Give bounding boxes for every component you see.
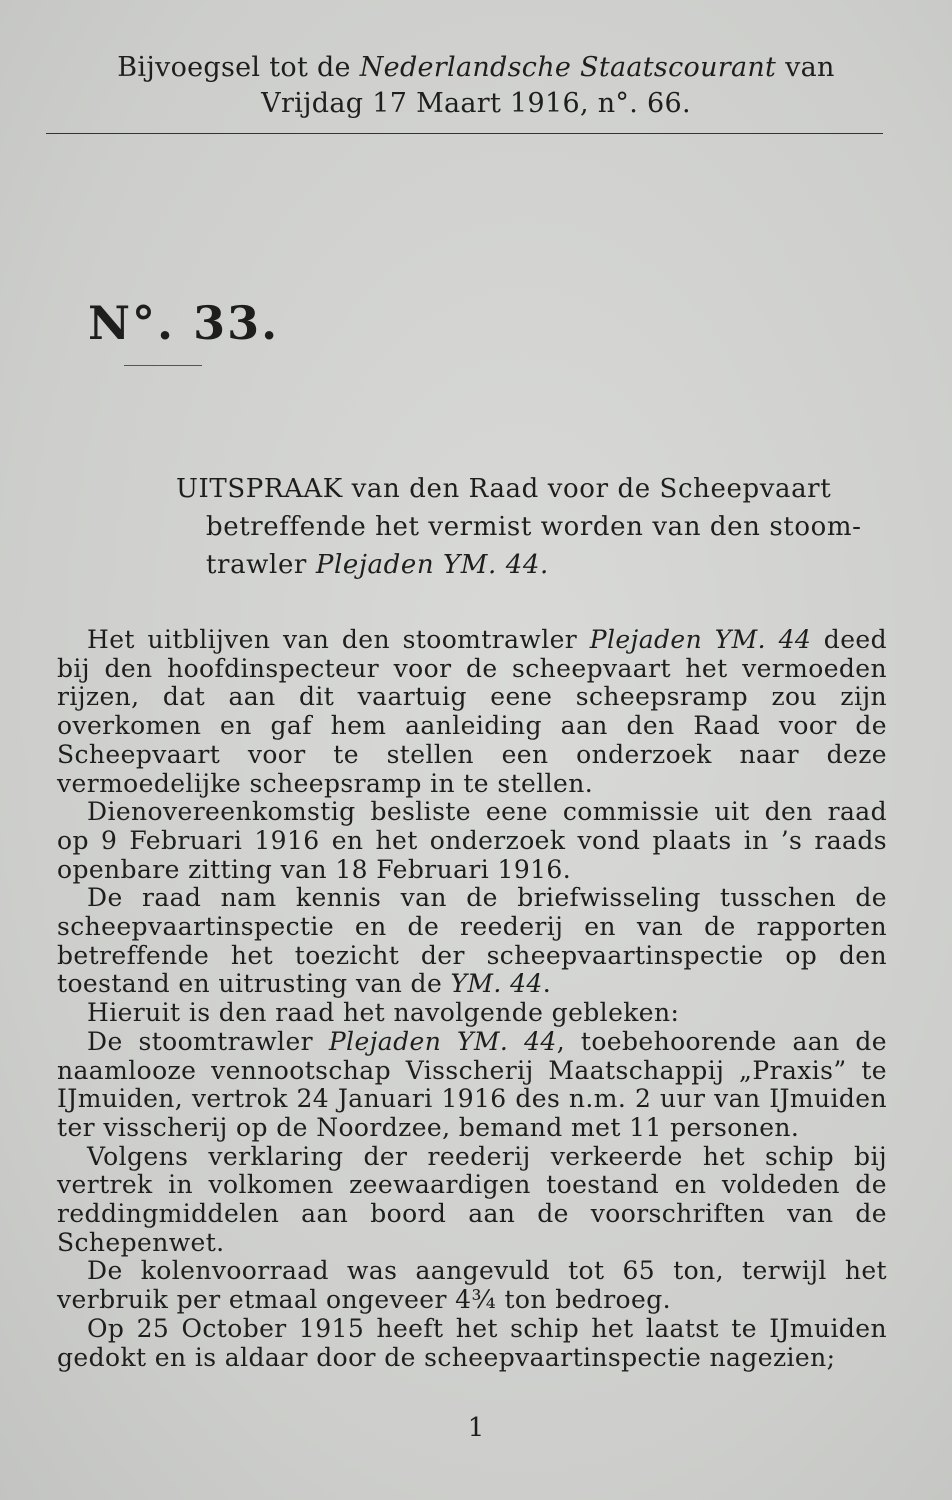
title-ship-name: Plejaden YM. 44.	[315, 550, 549, 580]
paragraph-3-text-a: De raad nam kennis van de briefwisseling tusschen de scheepvaartinspectie en de reederij en van de rapporten betreffende het toezicht der scheepvaartinspectie op den toestand en uitrusting van de	[57, 883, 887, 999]
paragraph-3-ship-code: YM. 44	[450, 969, 543, 999]
paragraph-7: De kolenvoorraad was aangevuld tot 65 ton, terwijl het verbruik per etmaal ongeveer 4¾ ton bedroeg.	[57, 1256, 887, 1315]
header-gazette-name: Nederlandsche Staatscourant	[359, 52, 777, 83]
paragraph-5-text-b: , toebehoorende aan de naamlooze vennootschap Visscherij Maatschappij „Praxis” te IJmuiden, vertrok 24 Januari 1916 des n.m. 2 uur van IJmuiden ter visscherij op de Noordzee, bemand met 11 personen.	[57, 1026, 888, 1142]
paragraph-5-text-a: De stoomtrawler	[87, 1026, 329, 1056]
paragraph-8: Op 25 October 1915 heeft het schip het laatst te IJmuiden gedokt en is aldaar door de scheepvaartinspectie nagezien;	[57, 1313, 887, 1372]
header-divider	[46, 133, 883, 134]
paragraph-5-ship-name: Plejaden YM. 44	[328, 1026, 557, 1056]
paragraph-1-text-b: deed bij den hoofdinspecteur voor de scheepvaart het vermoeden rijzen, dat aan dit vaartuig eene scheepsramp zou zijn overkomen en gaf hem aanleiding aan den Raad voor de Scheepvaart voor te stellen een onderzoek naar deze vermoedelijke scheepsramp in te stellen.	[57, 625, 888, 798]
title-line-3-prefix: trawler	[206, 550, 316, 580]
gazette-header	[0, 50, 952, 122]
page-number: 1	[467, 1413, 485, 1443]
paragraph-3-text-b: .	[542, 969, 552, 999]
paragraph-4: Hieruit is den raad het navolgende gebleken:	[87, 998, 680, 1028]
paragraph-5	[57, 1028, 887, 1143]
header-line-2: Vrijdag 17 Maart 1916, n°. 66.	[261, 88, 691, 119]
paragraph-3	[57, 884, 887, 999]
document-title	[176, 470, 888, 584]
header-line-1	[0, 50, 952, 86]
header-prefix: Bijvoegsel tot de	[117, 52, 360, 83]
paragraph-1-text-a: Het uitblijven van den stoomtrawler	[87, 625, 590, 654]
header-suffix: van	[776, 52, 835, 83]
title-line-2: betreffende het vermist worden van den stoom-	[206, 512, 862, 542]
document-body	[57, 626, 887, 1372]
number-underline	[124, 365, 202, 366]
document-number: N°. 33.	[88, 296, 280, 350]
paragraph-2: Dienovereenkomstig besliste eene commissie uit den raad op 9 Februari 1916 en het onderzoek vond plaats in ’s raads openbare zitting van 18 Februari 1916.	[57, 797, 887, 884]
paragraph-1-ship-name: Plejaden YM. 44	[589, 625, 812, 654]
title-line-3	[176, 546, 888, 584]
paragraph-6: Volgens verklaring der reederij verkeerde het schip bij vertrek in volkomen zeewaardigen toestand en voldeden de reddingmiddelen aan boord aan de voorschriften van de Schepenwet.	[57, 1141, 887, 1257]
paragraph-1	[57, 626, 887, 798]
title-line-1: UITSPRAAK van den Raad voor de Scheepvaart	[176, 474, 832, 504]
